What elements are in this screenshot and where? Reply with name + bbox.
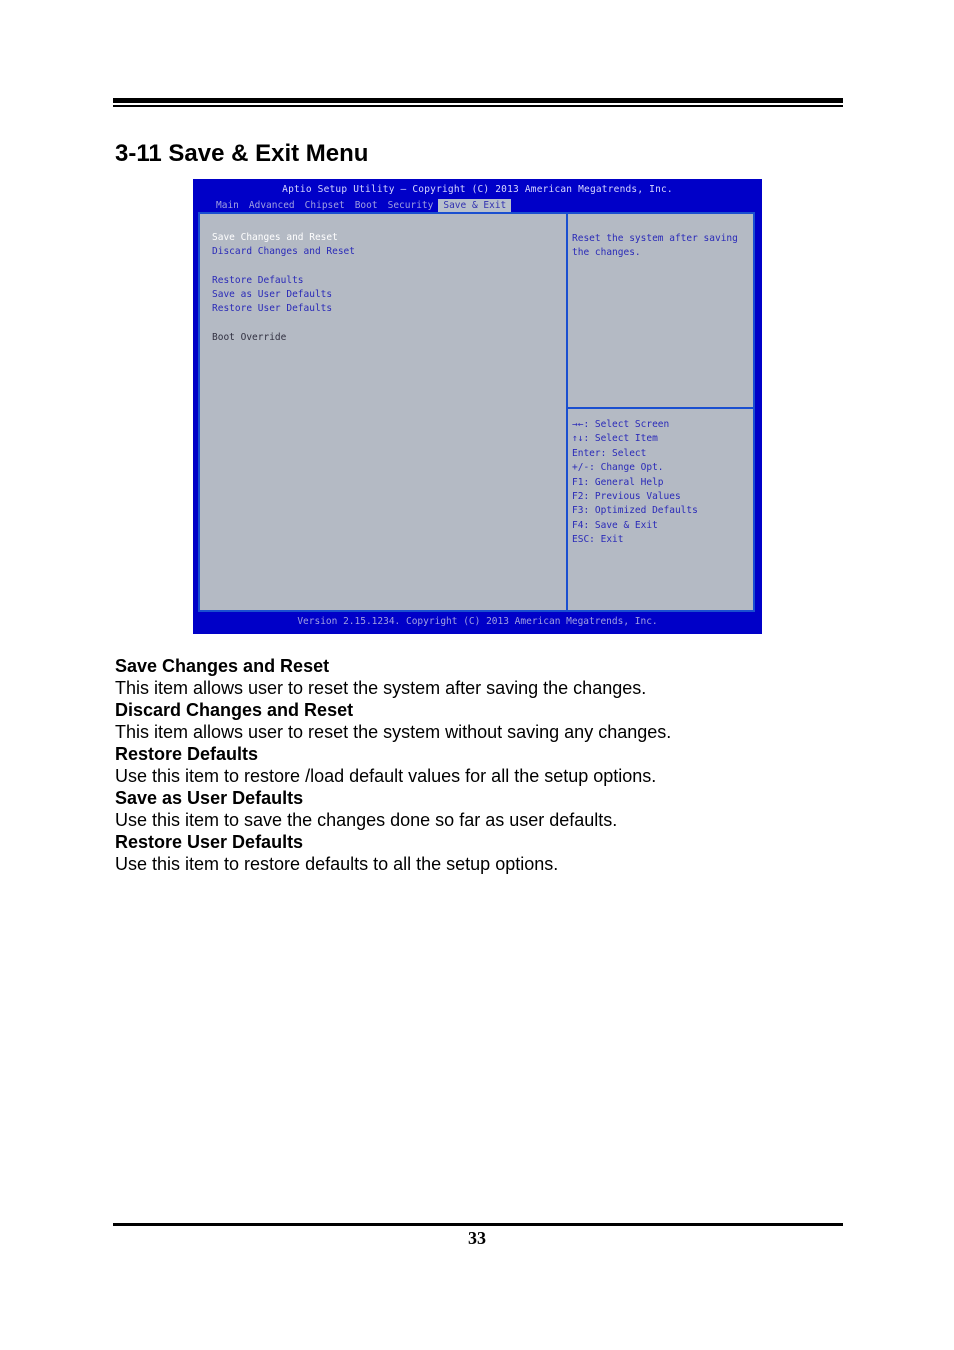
top-rule-thin: [113, 105, 843, 107]
desc-title-restore-user-defaults: Restore User Defaults: [115, 832, 304, 852]
key-hint-select-screen: →←: Select Screen: [572, 419, 670, 430]
menu-item-save-changes-reset[interactable]: Save Changes and Reset: [212, 232, 338, 243]
bios-tab-advanced[interactable]: Advanced: [248, 200, 295, 211]
bottom-rule: [113, 1223, 843, 1226]
desc-text-save-changes-reset: This item allows user to reset the system after saving the changes.: [115, 678, 647, 698]
menu-item-boot-override: Boot Override: [212, 332, 287, 343]
menu-item-restore-defaults[interactable]: Restore Defaults: [212, 275, 304, 286]
page-number: 33: [468, 1228, 486, 1248]
key-hint-change-opt: +/-: Change Opt.: [572, 462, 664, 474]
key-hint-enter: Enter: Select: [572, 447, 647, 459]
item-descriptions: [115, 655, 815, 875]
bios-tab-bar: [211, 199, 511, 212]
section-title: 3-11 Save & Exit Menu: [115, 140, 369, 167]
key-hint-f3: F3: Optimized Defaults: [572, 505, 698, 517]
desc-text-restore-user-defaults: Use this item to restore defaults to all the setup options.: [115, 854, 559, 874]
bios-help-text: Reset the system after saving the changes.: [572, 233, 738, 258]
menu-item-restore-user-defaults[interactable]: Restore User Defaults: [212, 303, 333, 314]
bios-main-panel: [198, 212, 755, 612]
bios-key-legend: [572, 418, 698, 548]
desc-title-discard-changes-reset: Discard Changes and Reset: [115, 700, 354, 720]
key-hint-f2: F2: Previous Values: [572, 491, 681, 503]
desc-title-save-changes-reset: Save Changes and Reset: [115, 656, 330, 676]
menu-item-save-user-defaults[interactable]: Save as User Defaults: [212, 289, 333, 300]
desc-title-restore-defaults: Restore Defaults: [115, 744, 259, 764]
desc-text-restore-defaults: Use this item to restore /load default values for all the setup options.: [115, 766, 657, 786]
bios-tab-boot[interactable]: Boot: [354, 200, 378, 211]
key-hint-f4: F4: Save & Exit: [572, 519, 658, 531]
bios-tab-security[interactable]: Security: [387, 200, 434, 211]
menu-item-discard-changes-reset[interactable]: Discard Changes and Reset: [212, 246, 355, 257]
key-hint-f1: F1: General Help: [572, 476, 664, 488]
desc-text-save-user-defaults: Use this item to save the changes done so far as user defaults.: [115, 810, 618, 830]
bios-screenshot: [193, 179, 762, 634]
top-rule-thick: [113, 98, 843, 103]
bios-header: Aptio Setup Utility – Copyright (C) 2013 American Megatrends, Inc.: [282, 184, 673, 195]
desc-title-save-user-defaults: Save as User Defaults: [115, 788, 304, 808]
key-hint-esc: ESC: Exit: [572, 534, 624, 546]
key-hint-select-item: ↑↓: Select Item: [572, 433, 658, 445]
desc-text-discard-changes-reset: This item allows user to reset the system without saving any changes.: [115, 722, 672, 742]
bios-tab-save-exit[interactable]: Save & Exit: [438, 199, 511, 212]
bios-tab-main[interactable]: Main: [216, 200, 239, 211]
bios-tab-chipset[interactable]: Chipset: [304, 200, 345, 211]
bios-footer: Version 2.15.1234. Copyright (C) 2013 American Megatrends, Inc.: [297, 616, 658, 627]
bios-menu-pane: [200, 214, 568, 610]
